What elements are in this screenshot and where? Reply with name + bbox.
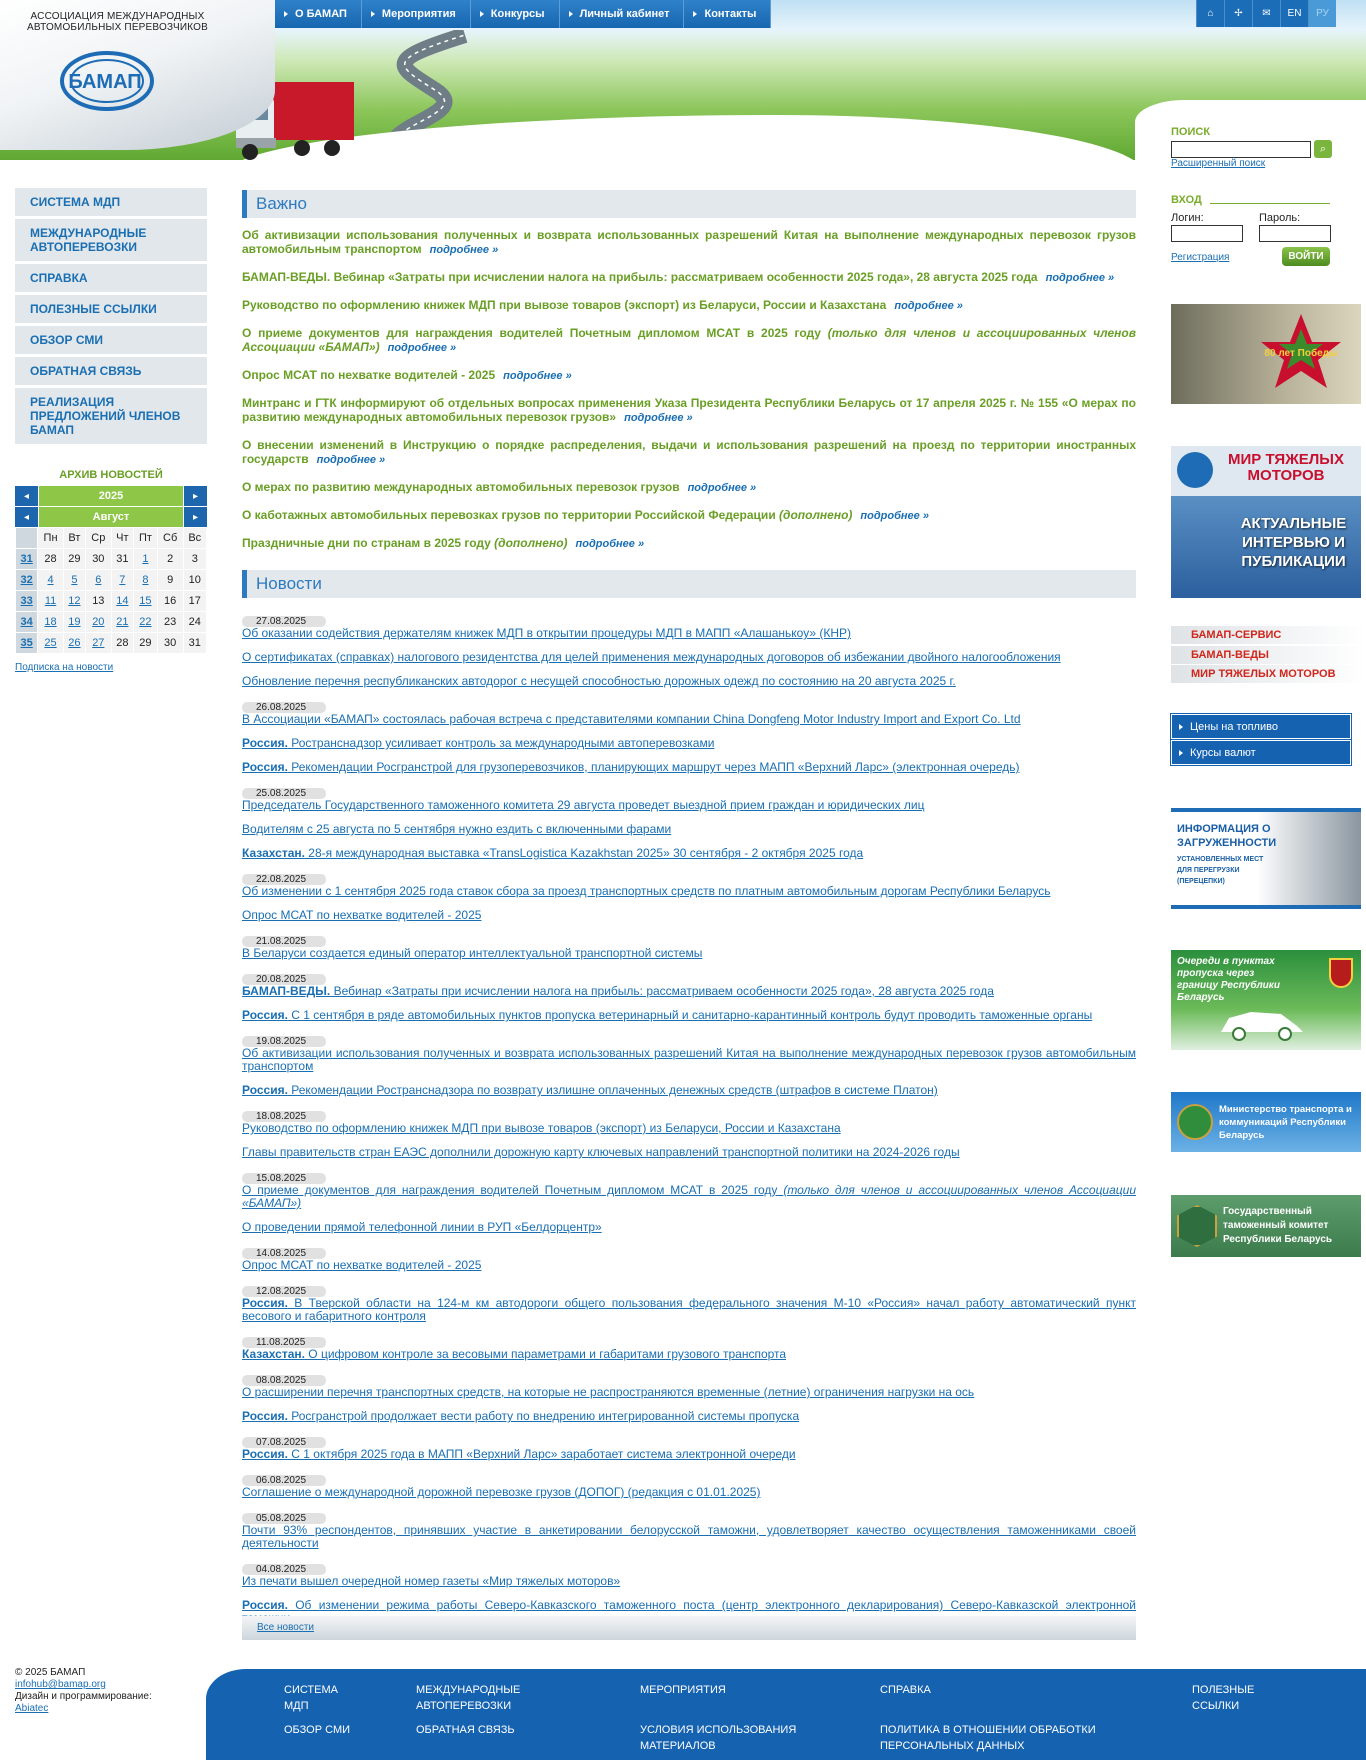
heavy-motors-banner[interactable] [1171, 446, 1361, 598]
victory-text: 80 лет Победы [1264, 348, 1338, 359]
calendar-week-number[interactable]: 32 [16, 570, 37, 590]
search-login-panel [1135, 100, 1366, 310]
association-name: АССОЦИАЦИЯ МЕЖДУНАРОДНЫХ АВТОМОБИЛЬНЫХ ПЕРЕВОЗЧИКОВ [27, 11, 208, 33]
more-link[interactable]: подробнее » [624, 412, 693, 424]
news-item-text: Председатель Государственного таможенного комитета 29 августа проведет выездной прием граждан и юридических лиц [242, 798, 925, 812]
news-item-text: В Беларуси создается единый оператор интеллектуальной транспортной системы [242, 946, 703, 960]
load-info-subtitle: УСТАНОВЛЕННЫХ МЕСТ ДЛЯ ПЕРЕГРУЗКИ (ПЕРЕЦЕПКИ) [1177, 856, 1264, 885]
heavy-motors-title: МИР ТЯЖЕЛЫХ МОТОРОВ [1228, 451, 1344, 484]
customs-text: Государственный таможенный комитет Республики Беларусь [1223, 1206, 1333, 1245]
sitemap-icon[interactable]: ✢ [1224, 0, 1252, 27]
important-item-text[interactable]: Минтранс и ГТК информируют об отдельных вопросах применения Указа Президента Республики Беларусь от 17 апреля 2025 г. № 155 «О мерах по развитию международных автомобильных перевозок грузов» [242, 396, 1136, 424]
important-item[interactable] [242, 480, 1136, 495]
news-item-text: Росгранстрой продолжает вести работу по внедрению интегрированной системы пропуска [287, 1409, 800, 1423]
calendar-day[interactable]: 6 [86, 570, 111, 590]
news-item-text: В Ассоциации «БАМАП» состоялась рабочая встреча с представителями компании China Dongfeng Motor Industry Import and Export Co. Ltd [242, 712, 1021, 726]
news-item[interactable] [242, 1146, 1136, 1159]
calendar-day-header: Ср [86, 528, 111, 548]
all-news-link[interactable]: Все новости [242, 1616, 1136, 1640]
news-item-region: Россия. [242, 1409, 288, 1423]
news-item-region: Россия. [242, 1296, 288, 1310]
important-item-text[interactable]: Опрос МСАТ по нехватке водителей - 2025 [242, 368, 496, 382]
news-item-text: О сертификатах (справках) налогового резидентства для целей применения международных договоров об избежании двойного налогообложения [242, 650, 1061, 664]
register-link[interactable]: Регистрация [1171, 252, 1230, 263]
calendar-day: 3 [184, 549, 206, 569]
news-item-text: Вебинар «Затраты при исчислении налога на прибыль: рассматриваем особенности 2025 года», 28 августа 2025 года [330, 984, 994, 998]
prev-month-arrow-icon[interactable]: ◂ [15, 507, 38, 527]
news-item-text: Руководство по оформлению книжек МДП при вывозе товаров (экспорт) из Беларуси, России и Казахстана [242, 1121, 841, 1135]
nav-personal-account[interactable]: Личный кабинет [560, 0, 685, 28]
calendar-day[interactable]: 15 [134, 591, 157, 611]
calendar-day: 24 [184, 612, 206, 632]
news-item[interactable] [242, 947, 1136, 960]
news-date: 08.08.2025 [242, 1375, 326, 1386]
footer-info [15, 1667, 152, 1715]
news-item-region: Россия. [242, 1008, 288, 1022]
news-date: 05.08.2025 [242, 1513, 326, 1524]
login-input[interactable] [1171, 225, 1243, 242]
footer-link-reference[interactable]: СПРАВКА [880, 1684, 931, 1696]
load-info-title: ИНФОРМАЦИЯ О ЗАГРУЖЕННОСТИ [1177, 823, 1277, 849]
nav-contests[interactable]: Конкурсы [471, 0, 560, 28]
next-month-arrow-icon[interactable]: ▸ [184, 507, 207, 527]
password-field-label: Пароль: [1259, 212, 1301, 224]
calendar-day: 23 [158, 612, 183, 632]
nav-contacts[interactable]: Контакты [684, 0, 771, 28]
calendar-day-header: Сб [158, 528, 183, 548]
service-heavy-motors[interactable]: МИР ТЯЖЕЛЫХ МОТОРОВ [1171, 665, 1366, 683]
home-icon[interactable]: ⌂ [1196, 0, 1224, 27]
news-item[interactable] [242, 1524, 1136, 1550]
calendar-day[interactable]: 8 [134, 570, 157, 590]
menu-tir-system[interactable]: СИСТЕМА МДП [15, 188, 207, 219]
calendar-day: 13 [86, 591, 111, 611]
archive-calendar [15, 527, 207, 654]
nav-about[interactable]: О БАМАП [275, 0, 362, 28]
car-icon [1211, 1004, 1311, 1044]
news-item-text: Из печати вышел очередной номер газеты «Мир тяжелых моторов» [242, 1574, 621, 1588]
important-item-text[interactable]: О внесении изменений в Инструкцию о порядке распределения, выдачи и использования разрешений на проезд по территории иностранных государств [242, 438, 1136, 466]
calendar-corner [16, 528, 37, 548]
news-item[interactable] [242, 847, 1136, 860]
calendar-day[interactable]: 7 [112, 570, 134, 590]
news-item-text: Об оказании содействия держателям книжек МДП в открытии процедуры МДП в МАПП «Алашанькоу» (КНР) [242, 626, 851, 640]
calendar-day[interactable]: 18 [38, 612, 62, 632]
year-selector [15, 486, 207, 506]
news-item-region: Казахстан. [242, 1347, 305, 1361]
calendar-day: 29 [64, 549, 85, 569]
subscribe-link[interactable]: Подписка на новости [15, 662, 114, 673]
footer-link-feedback[interactable]: ОБРАТНАЯ СВЯЗЬ [416, 1724, 515, 1736]
login-divider [1210, 203, 1330, 204]
important-item-text[interactable]: Руководство по оформлению книжек МДП при вывозе товаров (экспорт) из Беларуси, России и Казахстана [242, 298, 887, 312]
more-link[interactable]: подробнее » [860, 510, 929, 522]
footer-link-international[interactable]: МЕЖДУНАРОДНЫЕ АВТОПЕРЕВОЗКИ [416, 1684, 521, 1712]
more-link[interactable]: подробнее » [575, 538, 645, 550]
victory-banner[interactable] [1171, 304, 1361, 404]
lang-en-button[interactable]: EN [1280, 0, 1308, 27]
news-item[interactable] [242, 1084, 1136, 1097]
nav-events[interactable]: Мероприятия [362, 0, 471, 28]
important-item[interactable] [242, 396, 1136, 425]
calendar-day: 30 [158, 633, 183, 653]
calendar-day[interactable]: 1 [134, 549, 157, 569]
news-item-text: В Тверской области на 124-м км автодороги общего пользования федерального значения М-10 «Россия» начал работу автоматический пункт весового и габаритного контроля [242, 1296, 1136, 1323]
calendar-day: 10 [184, 570, 206, 590]
news-date: 15.08.2025 [242, 1173, 326, 1184]
mail-icon[interactable]: ✉ [1252, 0, 1280, 27]
news-date: 14.08.2025 [242, 1248, 326, 1259]
news-item-region: Россия. [242, 760, 288, 774]
important-item-note: (дополнено) [779, 508, 853, 522]
news-item[interactable] [242, 1009, 1136, 1022]
calendar-day[interactable]: 11 [38, 591, 62, 611]
important-item[interactable] [242, 536, 1136, 551]
important-item-text[interactable]: О приеме документов для награждения водителей Почетным дипломом МСАТ в 2025 году [242, 326, 821, 340]
news-item-text: Рекомендации Росгранстрой для грузоперевозчиков, планирующих маршрут через МАПП «Верхний Ларс» (электронная очередь) [287, 760, 1020, 774]
calendar-day-header: Вс [184, 528, 206, 548]
important-heading: Важно [242, 190, 1136, 218]
news-item[interactable] [242, 985, 1136, 998]
calendar-day: 28 [112, 633, 134, 653]
important-item-text[interactable]: О мерах по развитию международных автомобильных перевозок грузов [242, 480, 680, 494]
service-bamap-service[interactable]: БАМАП-СЕРВИС [1171, 626, 1366, 644]
menu-reference[interactable]: СПРАВКА [15, 264, 207, 295]
news-heading: Новости [242, 570, 1136, 598]
footer-link-terms[interactable]: УСЛОВИЯ ИСПОЛЬЗОВАНИЯ МАТЕРИАЛОВ [640, 1724, 797, 1752]
border-queues-banner[interactable] [1171, 950, 1361, 1050]
calendar-day[interactable]: 26 [64, 633, 85, 653]
news-item-region: Россия. [242, 1447, 288, 1461]
border-emblem-icon [1329, 958, 1353, 988]
calendar-day-header: Пн [38, 528, 62, 548]
news-date: 21.08.2025 [242, 936, 326, 947]
left-menu [15, 188, 207, 447]
important-item-text[interactable]: Об активизации использования полученных и возврата использованных разрешений Китая на выполнение международных перевозок грузов автомобильным транспортом [242, 228, 1136, 256]
news-item[interactable] [242, 1184, 1136, 1210]
login-button[interactable]: ВОЙТИ [1282, 247, 1330, 266]
menu-useful-links[interactable]: ПОЛЕЗНЫЕ ССЫЛКИ [15, 295, 207, 326]
news-item-region: Россия. [242, 1083, 288, 1097]
news-date: 04.08.2025 [242, 1564, 326, 1575]
more-link[interactable]: подробнее » [894, 300, 963, 312]
news-item-text: О цифровом контроле за весовыми параметрами и габаритами грузового транспорта [304, 1347, 787, 1361]
ministry-transport-banner[interactable] [1171, 1092, 1361, 1152]
more-link[interactable]: подробнее » [387, 342, 457, 354]
important-item[interactable] [242, 368, 1136, 383]
login-field-label: Логин: [1171, 212, 1204, 224]
news-item[interactable] [242, 627, 1136, 640]
important-list [242, 228, 1136, 564]
service-bamap-vedy[interactable]: БАМАП-ВЕДЫ [1171, 646, 1366, 664]
victory-star-icon [1171, 304, 1361, 404]
calendar-day-header: Пт [134, 528, 157, 548]
copyright: © 2025 БАМАП [15, 1667, 86, 1678]
news-item-text: С 1 сентября в ряде автомобильных пунктов пропуска ветеринарный и санитарно-карантинный контроль будут проводить таможенные органы [287, 1008, 1093, 1022]
calendar-day[interactable]: 25 [38, 633, 62, 653]
news-item-region: Россия. [242, 1598, 288, 1612]
footer-email-link[interactable]: infohub@bamap.org [15, 1679, 106, 1690]
news-item[interactable] [242, 737, 1136, 750]
currency-rates-link[interactable]: Курсы валют [1171, 740, 1351, 765]
calendar-day[interactable]: 21 [112, 612, 134, 632]
month-selector [15, 507, 207, 527]
menu-international-transport[interactable]: МЕЖДУНАРОДНЫЕ АВТОПЕРЕВОЗКИ [15, 219, 207, 264]
load-info-banner[interactable] [1171, 808, 1361, 909]
important-item-note: (дополнено) [494, 536, 568, 550]
calendar-week-number[interactable]: 35 [16, 633, 37, 653]
important-item-text[interactable]: Праздничные дни по странам в 2025 году [242, 536, 491, 550]
news-item[interactable] [242, 1297, 1136, 1323]
news-item-text: О проведении прямой телефонной линии в РУП «Белдорцентр» [242, 1220, 602, 1234]
calendar-day: 17 [184, 591, 206, 611]
news-item-text: Об изменении с 1 сентября 2025 года ставок сбора за проезд транспортных средств по платным автомобильным дорогам Республики Беларусь [242, 884, 1051, 898]
search-button[interactable]: ⌕ [1314, 140, 1332, 158]
customs-committee-banner[interactable] [1171, 1195, 1361, 1257]
calendar-day: 16 [158, 591, 183, 611]
year-value: 2025 [39, 486, 183, 506]
archive-title: АРХИВ НОВОСТЕЙ [59, 469, 163, 481]
news-item[interactable] [242, 651, 1136, 664]
important-item[interactable] [242, 228, 1136, 257]
login-label: ВХОД [1171, 194, 1202, 206]
lang-ru-button[interactable]: РУ [1308, 0, 1336, 27]
calendar-day: 31 [112, 549, 134, 569]
news-date: 20.08.2025 [242, 974, 326, 985]
news-item-text: Водителям с 25 августа по 5 сентября нужно ездить с включенными фарами [242, 822, 672, 836]
news-item-text: О расширении перечня транспортных средств, на которые не распространяются временные (летние) ограничения нагрузки на ось [242, 1385, 975, 1399]
news-item-region: БАМАП-ВЕДЫ. [242, 984, 331, 998]
border-queues-text: Очереди в пунктах пропуска через границу Республики Беларусь [1177, 956, 1280, 1003]
news-item[interactable] [242, 675, 1136, 688]
developer-link[interactable]: Abiatec [15, 1703, 49, 1714]
heavy-motors-logo-icon [1177, 452, 1213, 488]
menu-feedback[interactable]: ОБРАТНАЯ СВЯЗЬ [15, 357, 207, 388]
news-list [242, 613, 1136, 1636]
news-item-text: Ространснадзор усиливает контроль за международными автоперевозками [287, 736, 715, 750]
footer-menu [206, 1669, 1366, 1760]
news-item-text: Об изменении режима работы Северо-Кавказского таможенного поста (центр электронного декларирования) Северо-Кавказской электронной [295, 1598, 1136, 1612]
news-item-text: С 1 октября 2025 года в МАПП «Верхний Ларс» заработает система электронной очереди [287, 1447, 796, 1461]
news-item[interactable] [242, 909, 1136, 922]
important-item-text[interactable]: О каботажных автомобильных перевозках грузов по территории Российской Федерации [242, 508, 776, 522]
search-label: ПОИСК [1171, 126, 1211, 138]
important-item[interactable] [242, 438, 1136, 467]
calendar-day-header: Чт [112, 528, 134, 548]
news-date: 25.08.2025 [242, 788, 326, 799]
search-input[interactable] [1171, 141, 1311, 158]
calendar-day: 29 [134, 633, 157, 653]
design-credit: Дизайн и программирование: [15, 1691, 152, 1702]
next-year-arrow-icon[interactable]: ▸ [184, 486, 207, 506]
news-item-text: Соглашение о международной дорожной перевозке грузов (ДОПОГ) (редакция с 01.01.2025) [242, 1485, 761, 1499]
news-item-text: О приеме документов для награждения водителей Почетным дипломом МСАТ в 2025 году [242, 1183, 784, 1197]
news-item[interactable] [242, 1486, 1136, 1499]
calendar-day[interactable]: 4 [38, 570, 62, 590]
calendar-day[interactable]: 20 [86, 612, 111, 632]
more-link[interactable]: подробнее » [1045, 272, 1115, 284]
news-item[interactable] [242, 1221, 1136, 1234]
news-item-region: Казахстан. [242, 846, 305, 860]
heavy-motors-subtitle: АКТУАЛЬНЫЕ ИНТЕРВЬЮ И ПУБЛИКАЦИИ [1240, 515, 1347, 570]
news-item-text: 28-я международная выставка «TransLogistica Kazakhstan 2025» 30 сентября - 2 октября 2025 года [304, 846, 864, 860]
news-item-text: Опрос МСАТ по нехватке водителей - 2025 [242, 1258, 482, 1272]
news-item[interactable] [242, 1047, 1136, 1073]
menu-media-review[interactable]: ОБЗОР СМИ [15, 326, 207, 357]
news-item[interactable] [242, 1448, 1136, 1461]
news-date: 27.08.2025 [242, 616, 326, 627]
news-item-text: Почти 93% респондентов, принявших участие в анкетировании белорусской таможни, удовлетворяет качество осуществления таможенниками своей деятельности [242, 1523, 1136, 1550]
top-icons [1196, 0, 1336, 27]
more-link[interactable]: подробнее » [316, 454, 386, 466]
calendar-day: 31 [184, 633, 206, 653]
calendar-day[interactable]: 22 [134, 612, 157, 632]
fuel-prices-link[interactable]: Цены на топливо [1171, 714, 1351, 739]
calendar-day: 9 [158, 570, 183, 590]
important-item[interactable] [242, 508, 1136, 523]
month-value: Август [39, 507, 183, 527]
footer-link-privacy[interactable]: ПОЛИТИКА В ОТНОШЕНИИ ОБРАБОТКИ ПЕРСОНАЛЬНЫХ ДАННЫХ [880, 1724, 1096, 1752]
news-item[interactable] [242, 1575, 1136, 1588]
important-item[interactable] [242, 326, 1136, 355]
news-item-text: Рекомендации Ространснадзора по возврату излишне оплаченных денежных средств (штрафов в системе Платон) [287, 1083, 938, 1097]
news-date: 22.08.2025 [242, 874, 326, 885]
news-item[interactable] [242, 885, 1136, 898]
ministry-emblem-icon [1177, 1104, 1213, 1140]
news-date: 26.08.2025 [242, 702, 326, 713]
footer-link-events[interactable]: МЕРОПРИЯТИЯ [640, 1684, 726, 1696]
news-item[interactable] [242, 1122, 1136, 1135]
news-item-text: Опрос МСАТ по нехватке водителей - 2025 [242, 908, 482, 922]
news-item-region: Россия. [242, 736, 288, 750]
news-date: 11.08.2025 [242, 1337, 326, 1348]
header-logo-area [0, 0, 275, 150]
calendar-week-number[interactable]: 33 [16, 591, 37, 611]
news-item[interactable] [242, 1348, 1136, 1361]
important-item[interactable] [242, 298, 1136, 313]
footer-link-media[interactable]: ОБЗОР СМИ [284, 1724, 351, 1736]
bamap-logo[interactable] [55, 50, 155, 112]
prev-year-arrow-icon[interactable]: ◂ [15, 486, 38, 506]
important-item-note: (только для членов и ассоциированных членов Ассоциации «БАМАП») [242, 326, 1136, 354]
calendar-day[interactable]: 12 [64, 591, 85, 611]
news-item[interactable] [242, 799, 1136, 812]
calendar-day: 30 [86, 549, 111, 569]
calendar-day[interactable]: 14 [112, 591, 134, 611]
news-date: 18.08.2025 [242, 1111, 326, 1122]
more-link[interactable]: подробнее » [429, 244, 499, 256]
customs-emblem-icon [1177, 1205, 1217, 1247]
more-link[interactable]: подробнее » [687, 482, 757, 494]
news-date: 07.08.2025 [242, 1437, 326, 1448]
news-item[interactable] [242, 713, 1136, 726]
calendar-day: 28 [38, 549, 62, 569]
news-item-text: Главы правительств стран ЕАЭС дополнили дорожную карту ключевых направлений транспортной политики на 2024-2026 годы [242, 1145, 960, 1159]
calendar-week-number[interactable]: 34 [16, 612, 37, 632]
news-item-text: Обновление перечня республиканских автодорог с несущей способностью дорожных одежд по состоянию на 20 августа 2025 г. [242, 674, 956, 688]
menu-member-proposals[interactable]: РЕАЛИЗАЦИЯ ПРЕДЛОЖЕНИЙ ЧЛЕНОВ БАМАП [15, 388, 207, 447]
news-item[interactable] [242, 1386, 1136, 1399]
ministry-text: Министерство транспорта и коммуникаций Республики Беларусь [1219, 1104, 1352, 1141]
calendar-day-header: Вт [64, 528, 85, 548]
logo-text: БАМАП [68, 71, 142, 93]
advanced-search-link[interactable]: Расширенный поиск [1171, 158, 1266, 169]
more-link[interactable]: подробнее » [503, 370, 572, 382]
news-date: 06.08.2025 [242, 1475, 326, 1486]
footer-link-useful[interactable]: ПОЛЕЗНЫЕ ССЫЛКИ [1192, 1684, 1255, 1712]
calendar-day[interactable]: 27 [86, 633, 111, 653]
news-item-text: Об активизации использования полученных и возврата использованных разрешений Китая на выполнение международных перевозок грузов автомобильным транспортом [242, 1046, 1136, 1073]
news-date: 19.08.2025 [242, 1036, 326, 1047]
important-item[interactable] [242, 270, 1136, 285]
calendar-day[interactable]: 5 [64, 570, 85, 590]
news-item[interactable] [242, 1259, 1136, 1272]
top-navigation [275, 0, 771, 28]
news-date: 12.08.2025 [242, 1286, 326, 1297]
calendar-week-number[interactable]: 31 [16, 549, 37, 569]
password-input[interactable] [1259, 225, 1331, 242]
news-item-note: (только для членов и ассоциированных членов Ассоциации «БАМАП») [242, 1183, 1136, 1210]
footer-link-tir[interactable]: СИСТЕМА МДП [284, 1684, 338, 1712]
news-item[interactable] [242, 823, 1136, 836]
calendar-day[interactable]: 19 [64, 612, 85, 632]
important-item-text[interactable]: БАМАП-ВЕДЫ. Вебинар «Затраты при исчислении налога на прибыль: рассматриваем особенности 2025 года», 28 августа 2025 года [242, 270, 1038, 284]
news-item[interactable] [242, 1410, 1136, 1423]
news-item[interactable] [242, 761, 1136, 774]
calendar-day: 2 [158, 549, 183, 569]
